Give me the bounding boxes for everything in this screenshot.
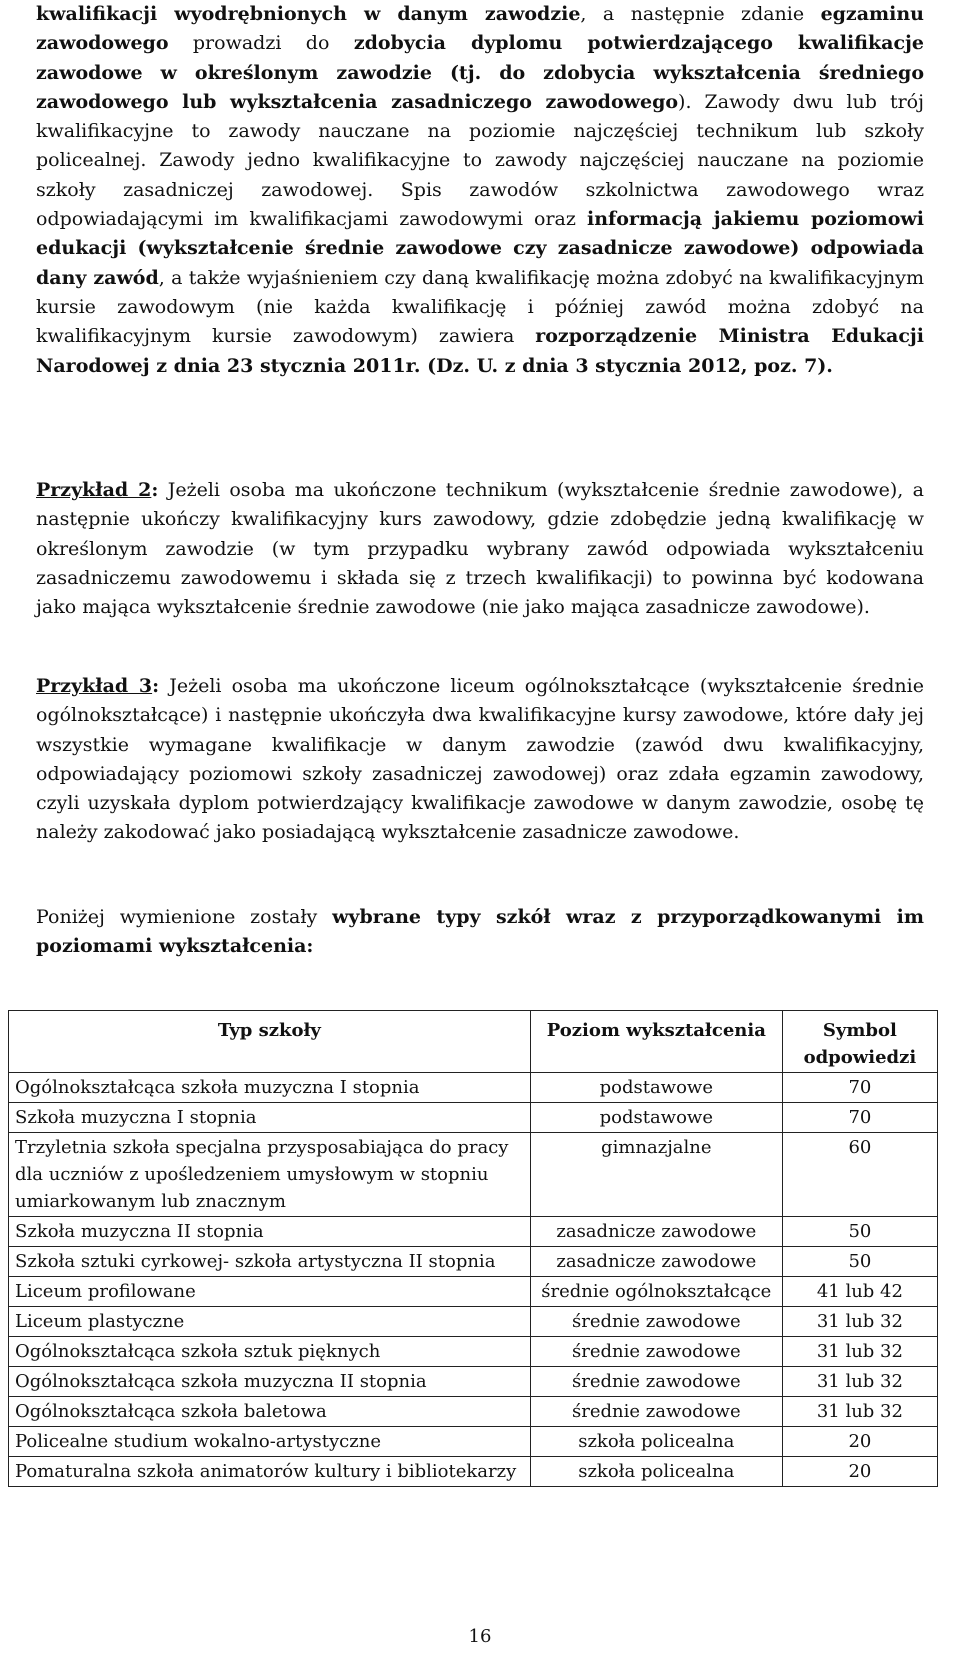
table-row	[9, 1337, 938, 1367]
cell-symbol: 31 lub 32	[782, 1337, 937, 1367]
table-row	[9, 1247, 938, 1277]
bold-span: kwalifikacji wyodrębnionych w danym zawodzie	[36, 3, 581, 25]
cell-school-type: Ogólnokształcąca szkoła muzyczna I stopnia	[9, 1073, 531, 1103]
table-row	[9, 1103, 938, 1133]
example-colon: :	[152, 675, 160, 697]
cell-symbol: 20	[782, 1457, 937, 1487]
cell-education-level: średnie ogólnokształcące	[530, 1277, 782, 1307]
cell-symbol: 70	[782, 1073, 937, 1103]
cell-school-type: Ogólnokształcąca szkoła sztuk pięknych	[9, 1337, 531, 1367]
text-span: , a następnie zdanie	[580, 3, 821, 25]
bold-span: wybrane typy szkół wraz z przyporządkowanymi im poziomami wykształcenia:	[36, 906, 925, 958]
table-row	[9, 1073, 938, 1103]
cell-education-level: zasadnicze zawodowe	[530, 1217, 782, 1247]
table-row	[9, 1367, 938, 1397]
table-row	[9, 1277, 938, 1307]
text-span: ). Zawody dwu lub trój kwalifikacyjne to zawody nauczane na poziomie najczęściej technikum lub szkoły policealnej. Zawody jedno kwalifikacyjne to zawody najczęściej nauczane na poziomie szkoły zasadniczej zawodowej. Spis zawodów szkolnictwa zawodowego wraz odpowiadającymi im kwalifikacjami zawodowymi oraz	[36, 90, 924, 231]
cell-education-level: podstawowe	[530, 1103, 782, 1133]
paragraph-example-2	[36, 476, 924, 622]
header-education-level: Poziom wykształcenia	[530, 1011, 782, 1073]
example-text: Jeżeli osoba ma ukończone technikum (wykształcenie średnie zawodowe), a następnie ukończy kwalifikacyjny kurs zawodowy, gdzie zdobędzie jedną kwalifikację w określonym zawodzie (w tym przypadku wybrany zawód odpowiada wykształceniu zasadniczemu zawodowemu i składa się z trzech kwalifikacji) to powinna być kodowana jako mająca wykształcenie średnie zawodowe (nie jako mająca zasadnicze zawodowe).	[36, 479, 924, 619]
cell-school-type: Policealne studium wokalno-artystyczne	[9, 1427, 531, 1457]
bold-span: rozporządzenie Ministra Edukacji Narodowej z dnia 23 stycznia 2011r. (Dz. U. z dnia 3 stycznia 2012, poz. 7).	[36, 325, 924, 377]
cell-school-type: Ogólnokształcąca szkoła muzyczna II stopnia	[9, 1367, 531, 1397]
cell-symbol: 70	[782, 1103, 937, 1133]
cell-education-level: zasadnicze zawodowe	[530, 1247, 782, 1277]
cell-symbol: 31 lub 32	[782, 1397, 937, 1427]
paragraph-example-3	[36, 672, 924, 848]
header-school-type: Typ szkoły	[9, 1011, 531, 1073]
example-colon: :	[151, 479, 159, 501]
cell-school-type: Szkoła muzyczna I stopnia	[9, 1103, 531, 1133]
cell-symbol: 31 lub 32	[782, 1367, 937, 1397]
bold-span: informacją jakiemu poziomowi edukacji (wykształcenie średnie zawodowe czy zasadnicze zawodowe) odpowiada dany zawód	[36, 208, 925, 289]
cell-school-type: Liceum plastyczne	[9, 1307, 531, 1337]
school-types-table	[8, 1010, 938, 1487]
bold-span: egzaminu zawodowego	[36, 3, 924, 55]
table-row	[9, 1217, 938, 1247]
table-row	[9, 1307, 938, 1337]
cell-symbol: 31 lub 32	[782, 1307, 937, 1337]
cell-school-type: Szkoła sztuki cyrkowej- szkoła artystyczna II stopnia	[9, 1247, 531, 1277]
cell-symbol: 20	[782, 1427, 937, 1457]
table-row	[9, 1427, 938, 1457]
cell-symbol: 50	[782, 1247, 937, 1277]
cell-school-type: Pomaturalna szkoła animatorów kultury i bibliotekarzy	[9, 1457, 531, 1487]
table-row	[9, 1133, 938, 1217]
cell-symbol: 50	[782, 1217, 937, 1247]
table-row	[9, 1397, 938, 1427]
text-span: prowadzi do	[168, 32, 354, 55]
cell-education-level: gimnazjalne	[530, 1133, 782, 1217]
cell-school-type: Szkoła muzyczna II stopnia	[9, 1217, 531, 1247]
cell-symbol: 60	[782, 1133, 937, 1217]
example-label: Przykład 3	[36, 675, 153, 697]
header-answer-symbol: Symbol odpowiedzi	[782, 1011, 937, 1073]
cell-education-level: średnie zawodowe	[530, 1307, 782, 1337]
table-header-row	[9, 1011, 938, 1073]
cell-education-level: podstawowe	[530, 1073, 782, 1103]
cell-school-type: Liceum profilowane	[9, 1277, 531, 1307]
paragraph-qualifications	[36, 0, 924, 381]
bold-span: zdobycia dyplomu potwierdzającego kwalifikacje zawodowe w określonym zawodzie (tj. do zdobycia wykształcenia średniego zawodowego lub wykształcenia zasadniczego zawodowego	[36, 32, 924, 113]
paragraph-intro-table	[36, 903, 924, 962]
table-row	[9, 1457, 938, 1487]
cell-education-level: szkoła policealna	[530, 1457, 782, 1487]
cell-education-level: średnie zawodowe	[530, 1337, 782, 1367]
text-span: Poniżej wymienione zostały	[36, 906, 333, 928]
cell-education-level: średnie zawodowe	[530, 1397, 782, 1427]
cell-school-type: Trzyletnia szkoła specjalna przysposabiająca do pracy dla uczniów z upośledzeniem umysłowym w stopniu umiarkowanym lub znacznym	[9, 1133, 531, 1217]
page-number: 16	[468, 1626, 492, 1647]
cell-symbol: 41 lub 42	[782, 1277, 937, 1307]
text-span: , a także wyjaśnieniem czy daną kwalifikację można zdobyć na kwalifikacyjnym kursie zawodowym (nie każda kwalifikację i później zawód można zdobyć na kwalifikacyjnym kursie zawodowym) zawiera	[36, 266, 924, 348]
example-label: Przykład 2	[36, 479, 152, 501]
example-text: Jeżeli osoba ma ukończone liceum ogólnokształcące (wykształcenie średnie ogólnokształcące) i następnie ukończyła dwa kwalifikacyjne kursy zawodowe, które dały jej wszystkie wymagane kwalifikacje w danym zawodzie (zawód dwu kwalifikacyjny, odpowiadający poziomowi szkoły zasadniczej zawodowej) oraz zdała egzamin zawodowy, czyli uzyskała dyplom potwierdzający kwalifikacje zawodowe w danym zawodzie, osobę tę należy zakodować jako posiadającą wykształcenie zasadnicze zawodowe.	[36, 675, 924, 844]
cell-school-type: Ogólnokształcąca szkoła baletowa	[9, 1397, 531, 1427]
cell-education-level: szkoła policealna	[530, 1427, 782, 1457]
cell-education-level: średnie zawodowe	[530, 1367, 782, 1397]
